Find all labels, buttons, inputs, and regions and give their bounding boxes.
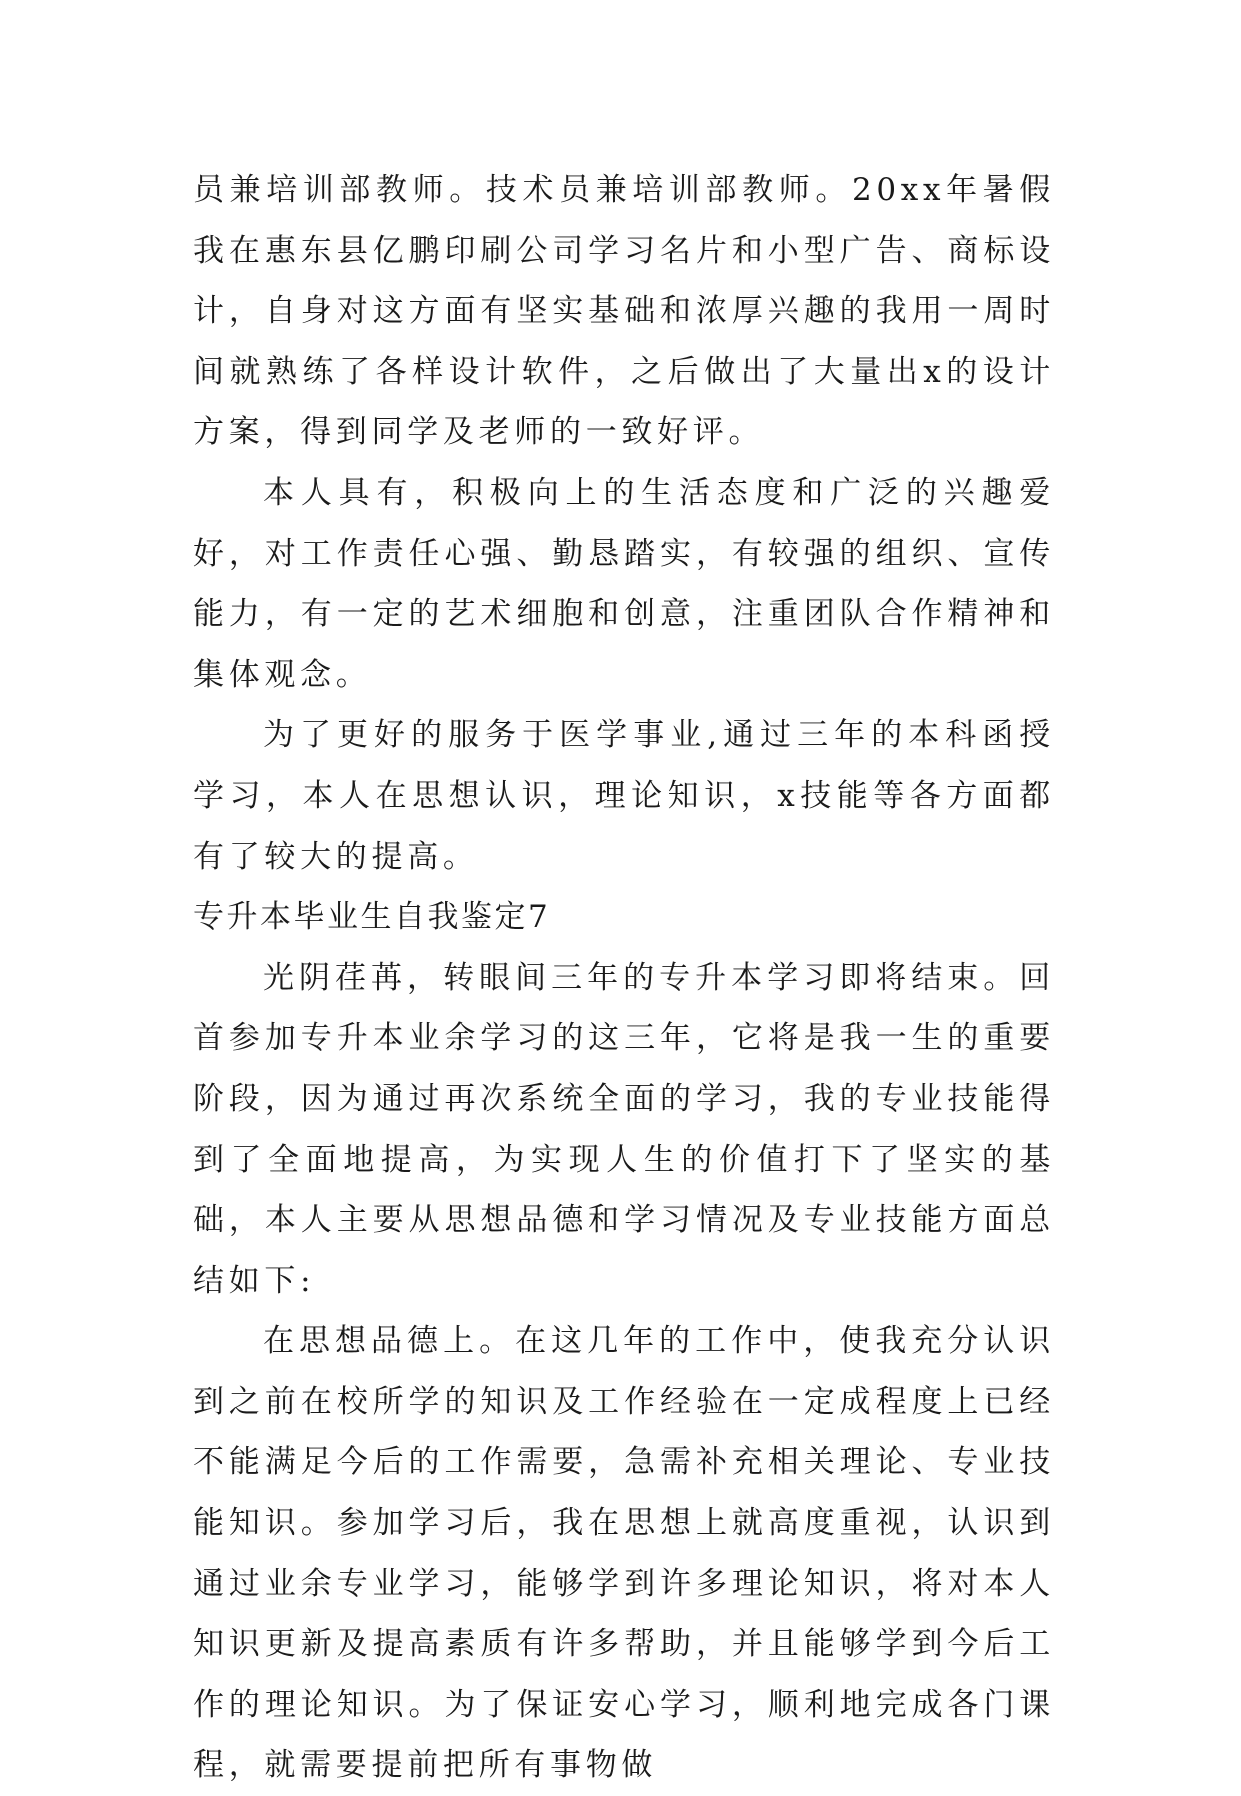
paragraph-intro: 光阴荏苒，转眼间三年的专升本学习即将结束。回首参加专升本业余学习的这三年，它将是我一生的重要阶段，因为通过再次系统全面的学习，我的专业技能得到了全面地提高，为实现人生的价值打下了坚实的基础，本人主要从思想品德和学习情况及专业技能方面总结如下:	[193, 959, 1055, 1299]
document-body	[193, 160, 1055, 1796]
section-heading: 专升本毕业生自我鉴定7	[193, 899, 551, 936]
paragraph-moral-character: 在思想品德上。在这几年的工作中，使我充分认识到之前在校所学的知识及工作经验在一定成程度上已经不能满足今后的工作需要，急需补充相关理论、专业技能知识。参加学习后，我在思想上就高度重视，认识到通过业余专业学习，能够学到许多理论知识，将对本人知识更新及提高素质有许多帮助，并且能够学到今后工作的理论知识。为了保证安心学习，顺利地完成各门课程，就需要提前把所有事物做	[193, 1323, 1055, 1784]
paragraph-continuation: 员兼培训部教师。技术员兼培训部教师。20xx年暑假我在惠东县亿鹏印刷公司学习名片和小型广告、商标设计，自身对这方面有坚实基础和浓厚兴趣的我用一周时间就熟练了各样设计软件，之后做出了大量出x的设计方案，得到同学及老师的一致好评。	[193, 172, 1055, 451]
paragraph-study-summary: 为了更好的服务于医学事业,通过三年的本科函授学习，本人在思想认识，理论知识，x技能等各方面都有了较大的提高。	[193, 717, 1055, 875]
paragraph-personal-traits: 本人具有，积极向上的生活态度和广泛的兴趣爱好，对工作责任心强、勤恳踏实，有较强的组织、宣传能力，有一定的艺术细胞和创意，注重团队合作精神和集体观念。	[193, 474, 1055, 693]
